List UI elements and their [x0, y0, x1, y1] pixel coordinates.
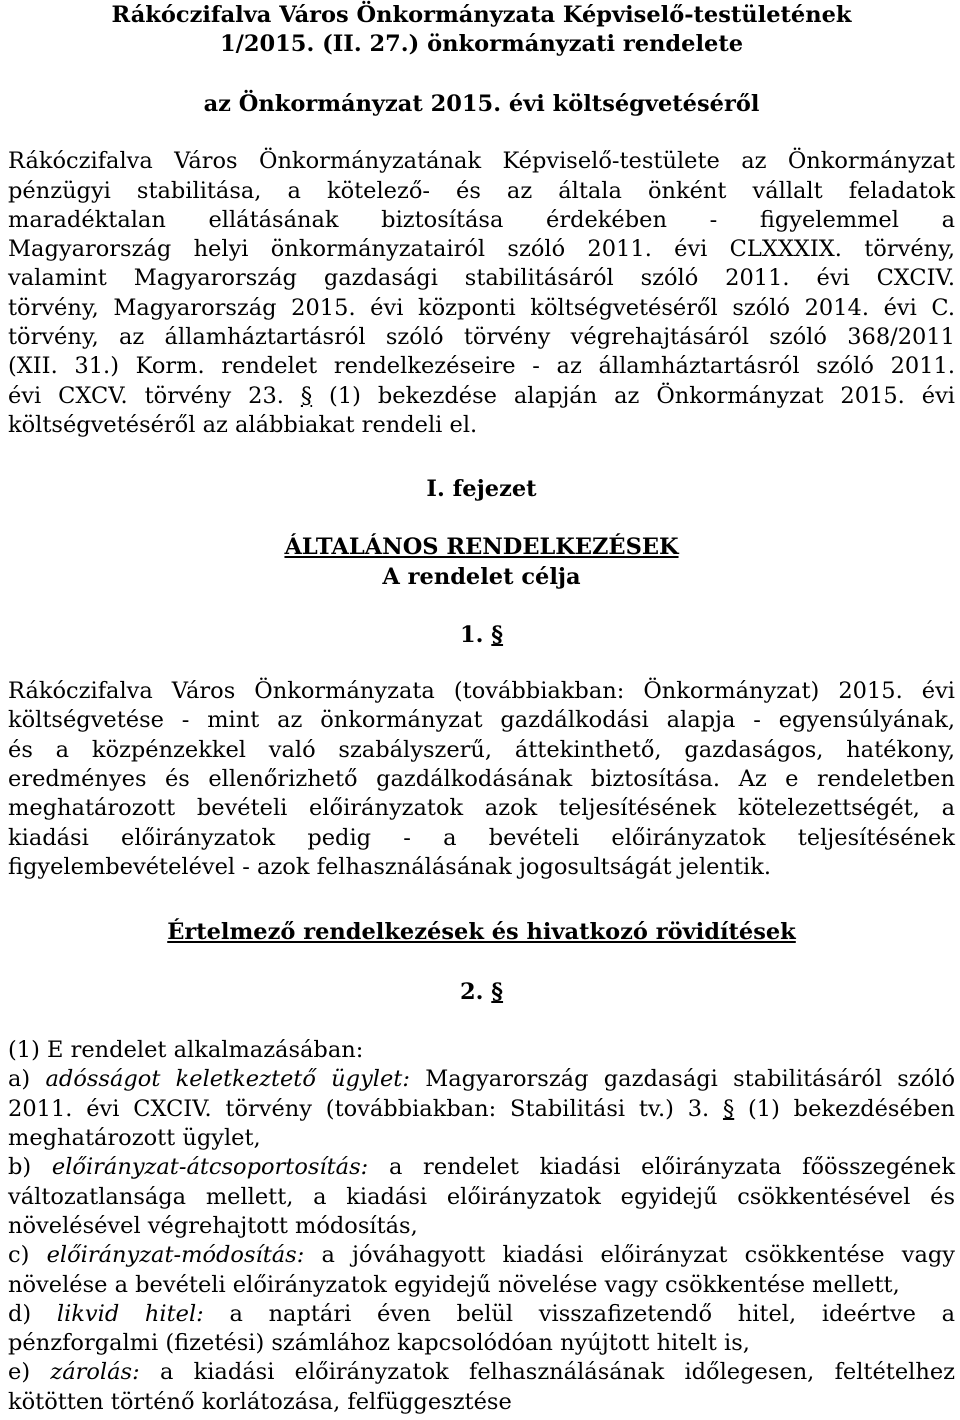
text-run: pénzügyi stabilitása, a kötelező- és az általa önként vállalt feladatok [8, 177, 955, 204]
text-run: növelésével végrehajtott módosítás, [8, 1212, 418, 1239]
defined-term: zárolás: [50, 1359, 140, 1386]
text-line [8, 1095, 955, 1124]
text-run: a jóváhagyott kiadási előirányzat csökkentése vagy [321, 1242, 956, 1269]
text-run: változatlansága mellett, a kiadási előirányzatok egyidejű csökkentésével és [8, 1183, 955, 1210]
text-line [8, 853, 955, 882]
section-sign: § [491, 622, 504, 649]
item-label: d) [8, 1300, 32, 1327]
defined-term: előirányzat-módosítás: [46, 1242, 305, 1269]
text-line [8, 824, 955, 853]
defined-term: adósságot keletkeztető ügylet: [45, 1066, 410, 1093]
text-run: a rendelet kiadási előirányzata főösszegének [388, 1154, 956, 1181]
preamble [8, 147, 955, 440]
text-run: évi CXCV. törvény 23. [8, 382, 301, 409]
section-sign: § [491, 979, 504, 1006]
definition-item [8, 1065, 955, 1094]
text-run: kötötten történő korlátozása, felfüggesztése [8, 1388, 512, 1415]
section-number: 1. [459, 622, 484, 649]
defined-term: likvid hitel: [56, 1300, 204, 1327]
chapter-title: ÁLTALÁNOS RENDELKEZÉSEK [284, 534, 679, 561]
chapter-subtitle: A rendelet célja [382, 563, 581, 590]
text-line [8, 765, 955, 794]
section-1-text [8, 677, 955, 882]
text-line [8, 706, 955, 735]
definition-item [8, 1241, 955, 1270]
text-line [8, 264, 955, 293]
text-run: (1) bekezdése alapján az Önkormányzat 2015. évi [312, 382, 955, 409]
text-run: költségvetése - mint az önkormányzat gazdálkodási alapja - egyensúlyának, [8, 707, 955, 734]
text-run: meghatározott bevételi előirányzatok azok teljesítésének kötelezettségét, a [8, 795, 955, 822]
text-line [8, 677, 955, 706]
text-line [8, 382, 955, 411]
text-run: figyelembevételével - azok felhasználásának jogosultságát jelentik. [8, 853, 771, 880]
text-line [8, 235, 955, 264]
definitions-heading: Értelmező rendelkezések és hivatkozó rövidítések [167, 919, 796, 946]
text-line [8, 1271, 955, 1300]
text-run: és a közpénzekkel való szabályszerű, áttekinthető, gazdaságos, hatékony, [8, 736, 955, 763]
item-label: b) [8, 1154, 32, 1181]
text-line [8, 794, 955, 823]
text-line [8, 1388, 955, 1417]
regulation-subject: az Önkormányzat 2015. évi költségvetéséről [203, 91, 760, 118]
text-run: a kiadási előirányzatok felhasználásának időlegesen, feltételhez [159, 1359, 955, 1386]
text-run: Magyarország helyi önkormányzatairól szóló 2011. évi CLXXXIX. törvény, [8, 236, 955, 263]
text-line [8, 411, 955, 440]
text-run: költségvetéséről az alábbiakat rendeli el. [8, 411, 478, 438]
text-run: valamint Magyarország gazdasági stabilitásáról szóló 2011. évi CXCIV. [8, 265, 955, 292]
definition-item [8, 1153, 955, 1182]
text-run: növelése a bevételi előirányzatok egyidejű növelése vagy csökkentése mellett, [8, 1271, 900, 1298]
section-sign: § [300, 382, 313, 409]
text-run: Magyarország gazdasági stabilitásáról szóló [425, 1066, 955, 1093]
definition-item [8, 1358, 955, 1387]
text-line [8, 1212, 955, 1241]
text-run: Rákóczifalva Város Önkormányzatának Képviselő-testülete az Önkormányzat [8, 148, 955, 175]
section-2-heading [8, 978, 955, 1007]
text-line [8, 323, 955, 352]
text-line [8, 294, 955, 323]
text-run: (XII. 31.) Korm. rendelet rendelkezéseire - az államháztartásról szóló 2011. [8, 353, 955, 380]
section-1-heading [8, 621, 955, 650]
item-label: e) [8, 1359, 31, 1386]
section-sign: § [722, 1095, 735, 1122]
section-2-intro: (1) E rendelet alkalmazásában: [8, 1037, 364, 1064]
text-run: törvény, az államháztartásról szóló törvény végrehajtásáról szóló 368/2011 [8, 324, 955, 351]
text-line [8, 147, 955, 176]
text-line [8, 352, 955, 381]
definition-item [8, 1300, 955, 1329]
item-label: c) [8, 1242, 30, 1269]
item-label: a) [8, 1066, 31, 1093]
text-run: eredményes és ellenőrizhető gazdálkodásának biztosítása. Az e rendeletben [8, 766, 955, 793]
text-run: (1) bekezdésében [734, 1095, 955, 1122]
definition-list [8, 1065, 955, 1417]
text-run: a naptári éven belül visszafizetendő hitel, ideértve a [229, 1300, 956, 1327]
text-run: törvény, Magyarország 2015. évi központi költségvetéséről szóló 2014. évi C. [8, 294, 955, 321]
defined-term: előirányzat-átcsoportosítás: [51, 1154, 369, 1181]
text-line [8, 177, 955, 206]
text-line [8, 206, 955, 235]
text-run: maradéktalan ellátásának biztosítása érdekében - figyelemmel a [8, 206, 955, 233]
regulation-issuer: Rákóczifalva Város Önkormányzata Képviselő-testületének [111, 2, 852, 28]
text-line [8, 736, 955, 765]
text-line [8, 1124, 955, 1153]
text-line [8, 1183, 955, 1212]
regulation-number: 1/2015. (II. 27.) önkormányzati rendelete [219, 31, 744, 58]
text-run: 2011. évi CXCIV. törvény (továbbiakban: Stabilitási tv.) 3. [8, 1095, 723, 1122]
text-run: Rákóczifalva Város Önkormányzata (továbbiakban: Önkormányzat) 2015. évi [8, 678, 955, 705]
text-line [8, 1329, 955, 1358]
section-number: 2. [459, 979, 484, 1006]
text-run: meghatározott ügylet, [8, 1125, 261, 1152]
text-run: pénzforgalmi (fizetési) számlához kapcsolódóan nyújtott hitelt is, [8, 1330, 750, 1357]
chapter-number: I. fejezet [426, 476, 537, 503]
text-run: kiadási előirányzatok pedig - a bevételi előirányzatok teljesítésének [8, 824, 955, 851]
